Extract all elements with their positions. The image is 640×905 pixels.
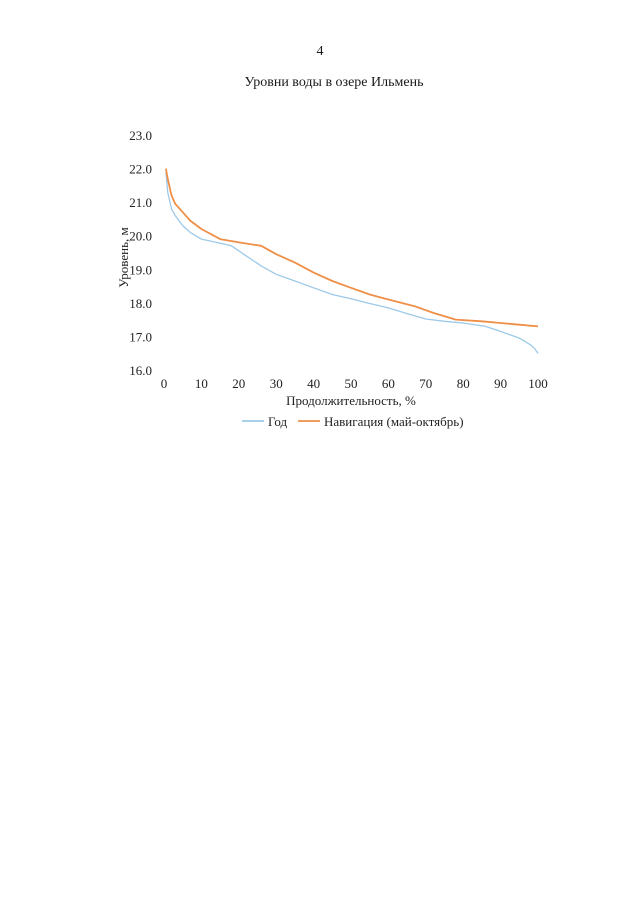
x-tick-label: 100 (528, 376, 548, 391)
x-tick-label: 10 (194, 376, 208, 391)
x-tick-label: 80 (456, 376, 470, 391)
y-tick-label: 18.0 (129, 295, 152, 311)
y-tick-label: 17.0 (129, 329, 152, 345)
x-tick-label: 60 (381, 376, 395, 391)
series-line (166, 169, 538, 327)
x-tick-label: 30 (269, 376, 283, 391)
x-tick-label: 90 (494, 376, 508, 391)
x-tick-label: 0 (160, 376, 168, 391)
x-tick-label: 20 (232, 376, 246, 391)
y-axis-label: Уровень, м (116, 227, 131, 288)
y-tick-label: 22.0 (129, 161, 152, 177)
y-tick-label: 23.0 (129, 128, 152, 143)
legend-label: Год (268, 414, 288, 429)
x-tick-label: 50 (344, 376, 358, 391)
x-tick-label: 40 (307, 376, 321, 391)
page-number: 4 (316, 44, 324, 59)
y-tick-label: 20.0 (129, 228, 152, 244)
chart-title: Уровни воды в озере Ильмень (244, 75, 424, 90)
x-axis-label: Продолжительность, % (286, 393, 416, 408)
series-line (166, 172, 538, 353)
x-tick-label: 70 (419, 376, 433, 391)
y-tick-label: 16.0 (129, 363, 152, 378)
legend-label: Навигация (май-октябрь) (324, 414, 464, 429)
y-tick-label: 19.0 (129, 262, 152, 278)
y-tick-label: 21.0 (129, 195, 152, 211)
